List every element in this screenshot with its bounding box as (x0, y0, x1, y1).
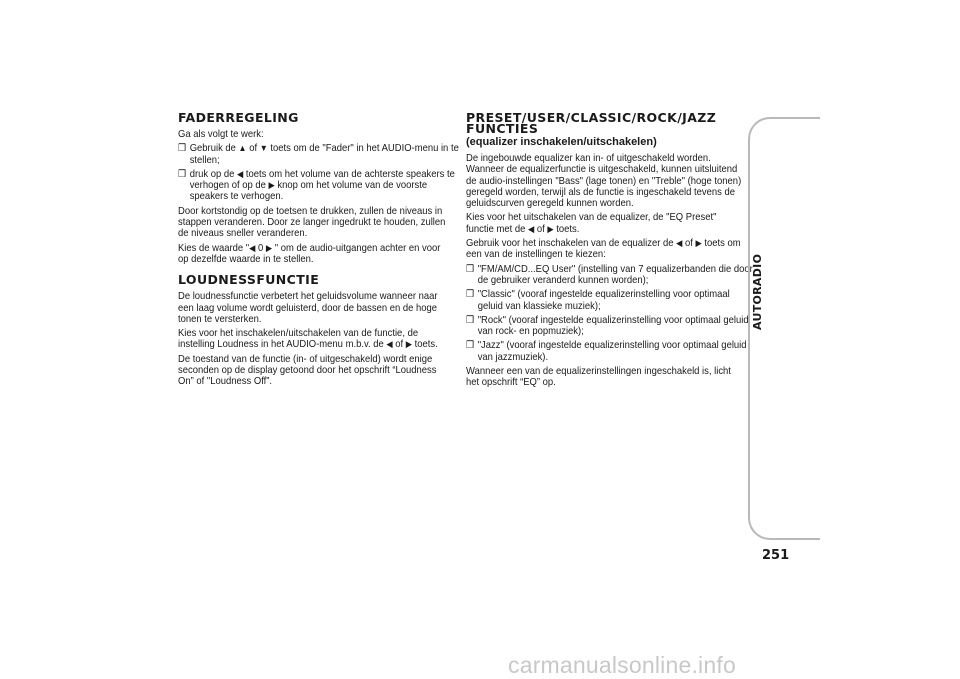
bullet-box-icon: ❒ (466, 314, 475, 326)
equalizer-bullet: ❒ "Jazz" (vooraf ingestelde equalizerinstelling voor optimaal geluid van jazzmuziek). (466, 339, 747, 363)
loudness-paragraph-1: De loudnessfunctie verbetert het geluidsvolume wanneer naar een laag volume wordt geluisterd, door de bassen en de hoge tonen te versterken. (178, 290, 438, 325)
equalizer-paragraph-2: Kies voor het uitschakelen van de equalizer, de "EQ Preset" functie met de ◀ of ▶ toets. (466, 211, 717, 235)
loudness-paragraph-2: Kies voor het inschakelen/uitschakelen van de functie, de instelling Loudness in het AUDIO-menu m.b.v. de ◀ of ▶ toets. (178, 327, 438, 351)
fader-paragraph-2: Kies de waarde "◀ 0 ▶ " om de audio-uitgangen achter en voor op dezelfde waarde in te stellen. (178, 241, 441, 265)
fader-heading: FADERREGELING (178, 110, 299, 125)
chapter-tab-label: AUTORADIO (751, 253, 764, 330)
up-arrow-icon: ▲ (238, 143, 247, 154)
equalizer-paragraph-3: Gebruik voor het inschakelen van de equalizer de ◀ of ▶ toets om een van de instellingen te kiezen: (466, 237, 741, 261)
bullet-box-icon: ❒ (178, 143, 187, 155)
fader-paragraph-1: Door kortstondig op de toetsen te drukken, zullen de niveaus in stappen veranderen. Door ze langer ingedrukt te houden, zullen de niveaus sneller veranderen. (178, 204, 446, 240)
equalizer-heading-line-2: FUNCTIES (466, 121, 539, 136)
left-column (178, 110, 459, 391)
bullet-box-icon: ❒ (466, 289, 475, 301)
right-arrow-icon: ▶ (265, 242, 273, 253)
equalizer-bullet: ❒ "FM/AM/CD...EQ User" (instelling van 7 equalizerbanden die door de gebruiker veranderd kunnen worden); (466, 262, 753, 286)
fader-bullet-1: ❒ Gebruik de ▲ of ▼ toets om de "Fader" in het AUDIO-menu in te stellen; (178, 142, 459, 166)
equalizer-subheading: (equalizer inschakelen/uitschakelen) (466, 136, 657, 148)
loudness-heading: LOUDNESSFUNCTIE (178, 272, 320, 288)
bullet-box-icon: ❒ (178, 168, 187, 180)
equalizer-heading-line-1: PRESET/USER/CLASSIC/ROCK/JAZZ (466, 110, 717, 125)
equalizer-bullet: ❒ "Rock" (vooraf ingestelde equalizerinstelling voor optimaal geluid van rock- en popmuziek); (466, 313, 749, 338)
right-arrow-icon: ▶ (695, 238, 702, 249)
left-arrow-icon: ◀ (386, 339, 393, 350)
watermark: carmanualsonline.info (508, 652, 736, 678)
bullet-box-icon: ❒ (466, 340, 475, 352)
fader-intro: Ga als volgt te werk: (178, 128, 264, 140)
left-arrow-icon: ◀ (249, 242, 256, 253)
loudness-paragraph-3: De toestand van de functie (in- of uitgeschakeld) wordt enige seconden op de display getoond door het opschrift “Loudness On” of "Loudness Off”. (178, 352, 437, 388)
bullet-box-icon: ❒ (466, 263, 475, 275)
right-column (466, 110, 753, 392)
page-number: 251 (762, 548, 790, 563)
left-arrow-icon: ◀ (236, 168, 244, 179)
fader-bullet-2: ❒ druk op de ◀ toets om het volume van de achterste speakers te verhogen of op de ▶ knop om het volume van de voorste speakers te verhogen. (178, 167, 455, 203)
left-arrow-icon: ◀ (527, 223, 535, 234)
equalizer-bullet: ❒ "Classic" (vooraf ingestelde equalizerinstelling voor optimaal geluid van klassieke muziek); (466, 288, 730, 312)
equalizer-paragraph-1: De ingebouwde equalizer kan in- of uitgeschakeld worden. Wanneer de equalizerfunctie is uitgeschakeld, kunnen uitsluitend de audio-instellingen "Bass" (lage tonen) en "Treble" (hoge tonen) geregeld worden, terwijl als de functie is ingeschakeld tevens de geluidscurven geregeld kunnen worden. (466, 152, 742, 210)
left-arrow-icon: ◀ (676, 238, 683, 249)
right-arrow-icon: ▶ (547, 223, 554, 234)
right-arrow-icon: ▶ (268, 180, 275, 191)
right-arrow-icon: ▶ (405, 339, 412, 350)
equalizer-paragraph-4: Wanneer een van de equalizerinstellingen ingeschakeld is, licht het opschrift “EQ” op. (466, 365, 731, 389)
down-arrow-icon: ▼ (259, 143, 268, 154)
